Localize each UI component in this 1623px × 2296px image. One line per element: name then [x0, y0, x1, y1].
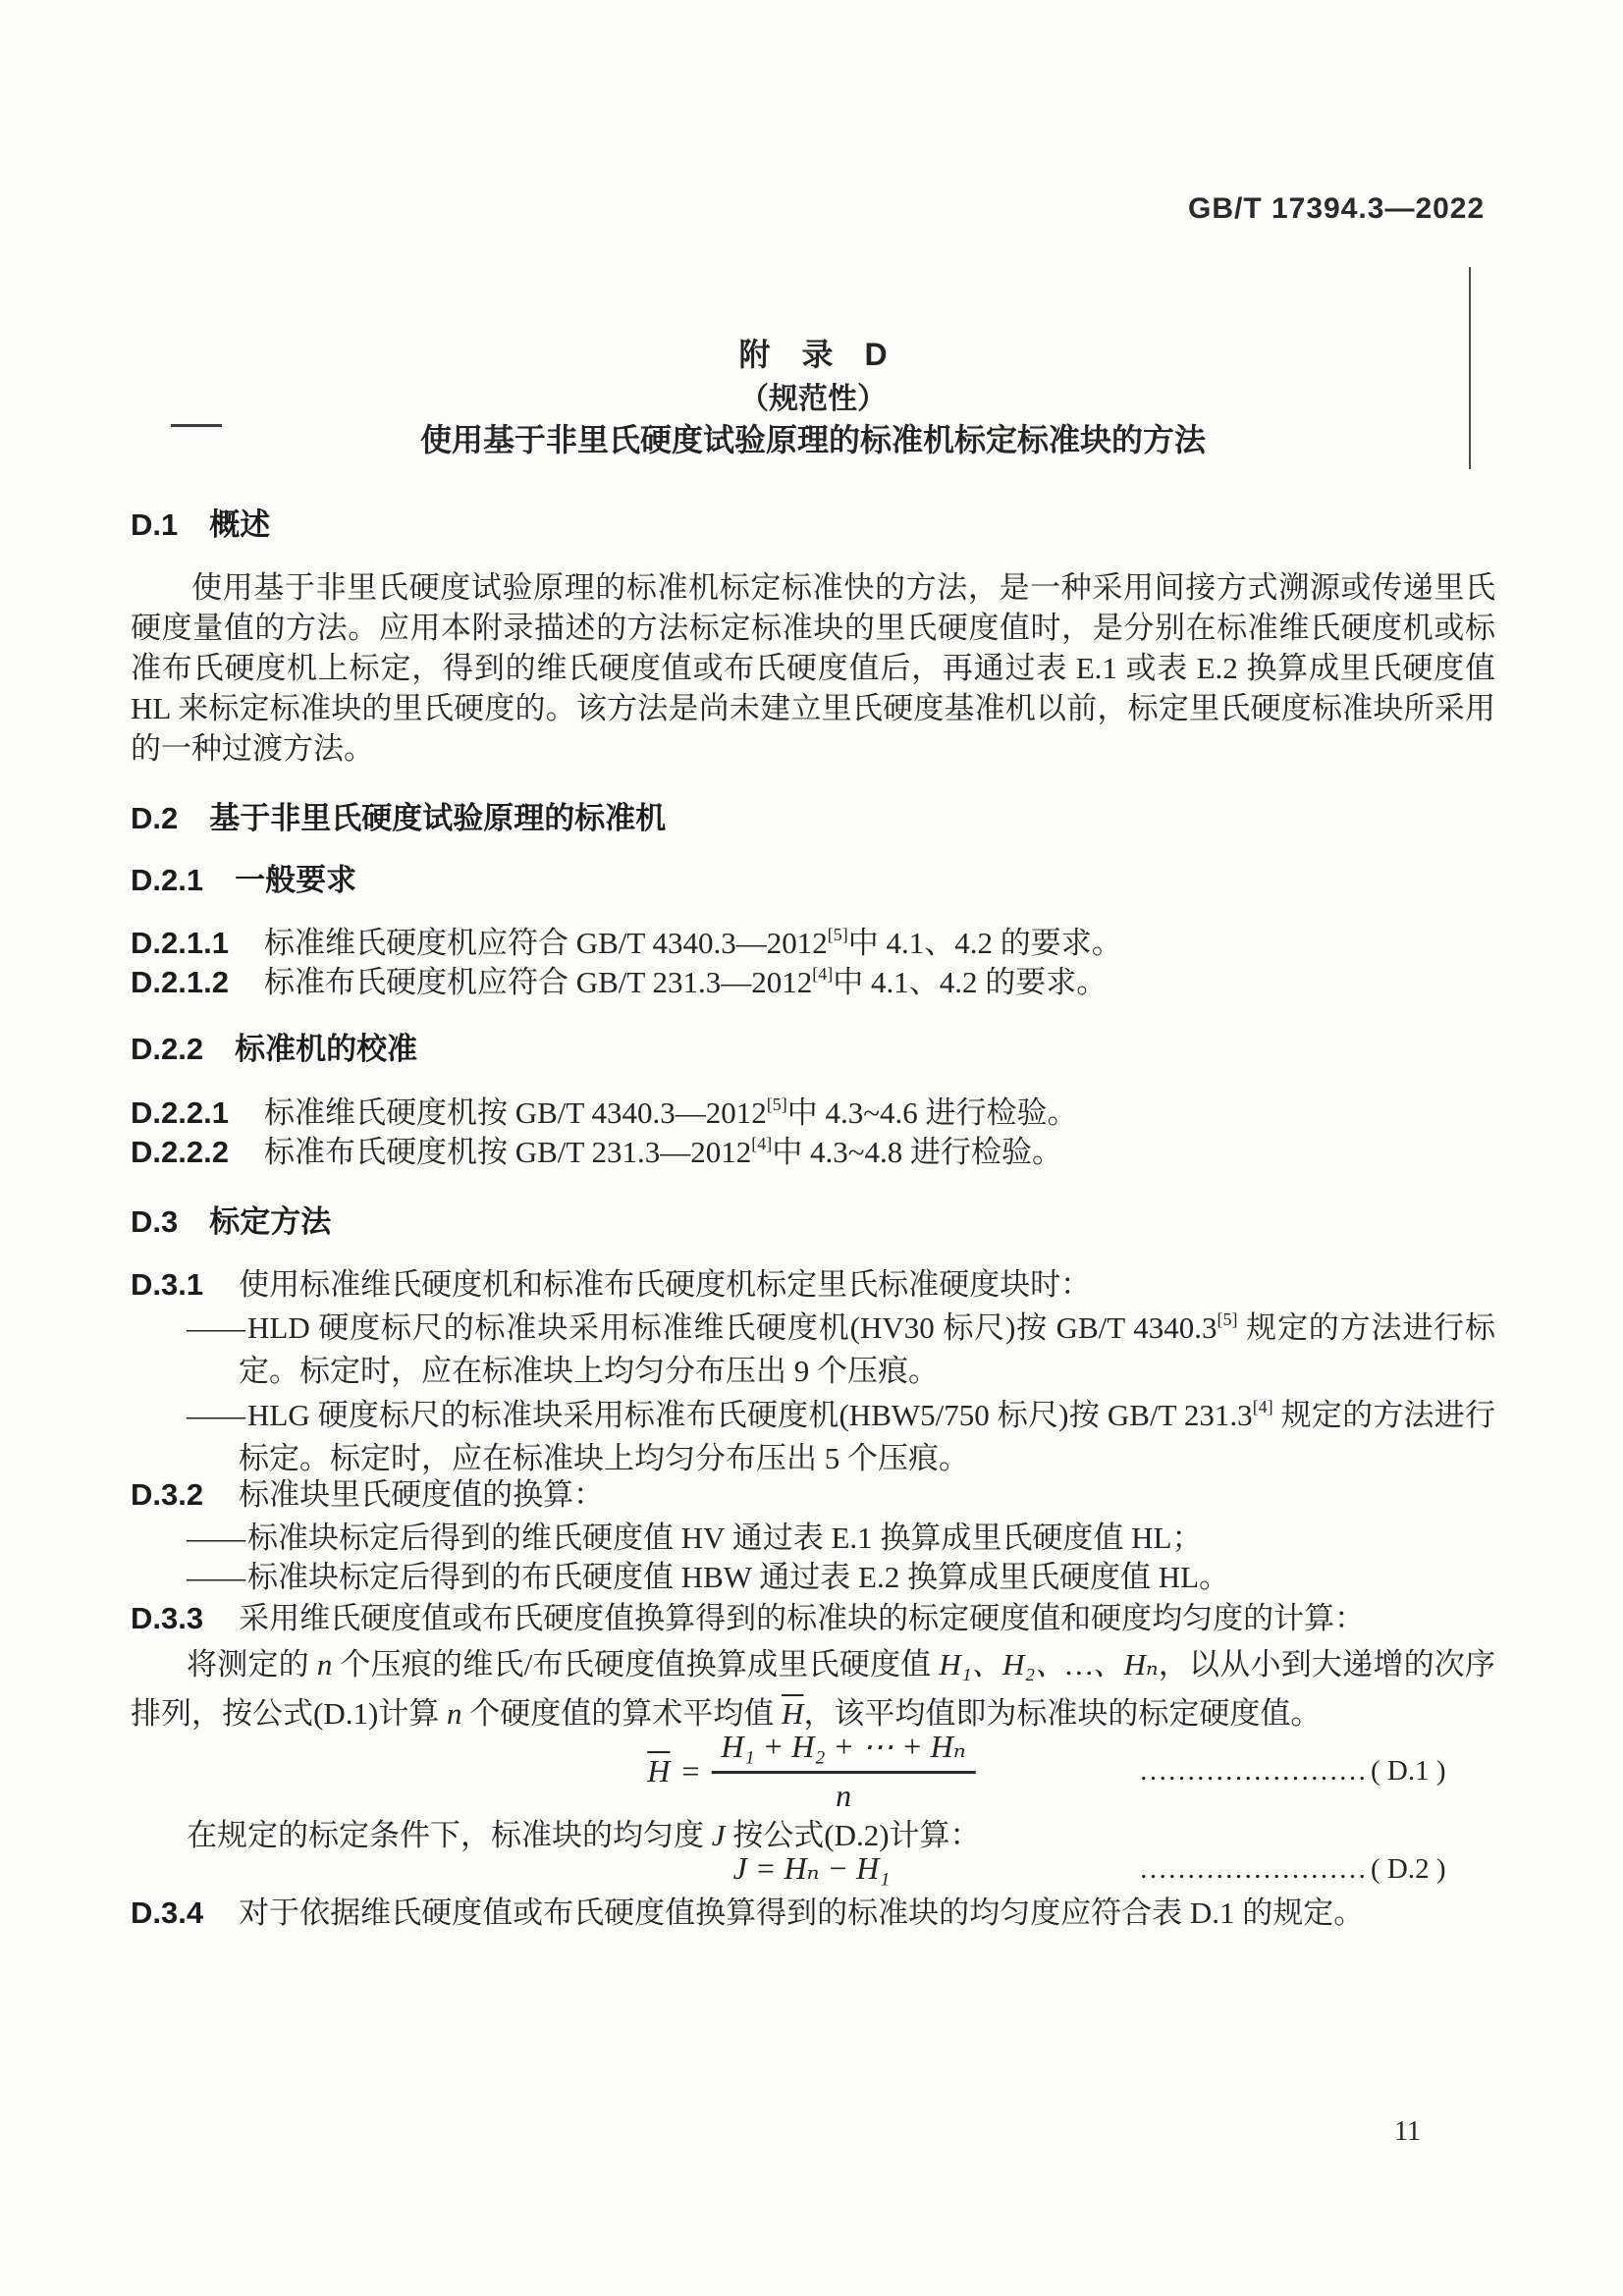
math-var-h-mean: $\overline{H}$ — [782, 1696, 804, 1731]
clause-text: 对于依据维氏硬度值或布氏硬度值换算得到的标准块的均匀度应符合表 D.1 的规定。 — [239, 1896, 1365, 1930]
citation-ref: [5] — [1217, 1309, 1238, 1329]
section-title: 基于非里氏硬度试验原理的标准机 — [209, 801, 667, 835]
section-heading-d2 — [131, 798, 1495, 838]
clause-text: 中 4.3~4.6 进行检验。 — [786, 1095, 1078, 1130]
formula-d2 — [733, 1849, 891, 1887]
list-item-text: 规定的方法进行标定。标定时，应在标准块上均匀分布压出 9 个压痕。 — [239, 1310, 1496, 1388]
section-number: D.2.2 — [131, 1032, 204, 1066]
clause-d34 — [131, 1893, 1495, 1933]
dash-marker: —— — [187, 1521, 243, 1555]
math-var-n: n — [447, 1696, 462, 1731]
formula-d2-leader — [1139, 1853, 1446, 1886]
section-heading-d22 — [131, 1029, 1495, 1069]
appendix-main-title: 使用基于非里氏硬度试验原理的标准机标定标准块的方法 — [419, 422, 1206, 457]
list-item-text: HLG 硬度标尺的标准块采用标准布氏硬度机(HBW5/750 标尺)按 GB/T 231.3 — [247, 1398, 1253, 1432]
paragraph-text: 在规定的标定条件下，标准块的均匀度 — [187, 1818, 712, 1852]
math-var-n: n — [316, 1647, 333, 1682]
formula-d1-leader — [1139, 1755, 1446, 1788]
list-item-text: 标准块标定后得到的布氏硬度值 HBW 通过表 E.2 换算成里氏硬度值 HL。 — [247, 1560, 1230, 1594]
section-heading-d3 — [131, 1201, 1495, 1242]
paragraph-text: 按公式(D.2)计算： — [725, 1818, 981, 1852]
dash-marker: —— — [187, 1560, 243, 1594]
equals-sign: = — [681, 1752, 700, 1789]
citation-ref: [4] — [812, 964, 834, 984]
clause-text: 标准布氏硬度机应符合 GB/T 231.3—2012 — [263, 965, 813, 999]
paragraph-text: ，以从小到大递增的次序排列，按公式(D.1)计算 — [131, 1647, 1496, 1731]
dash-marker: —— — [187, 1398, 243, 1432]
paragraph-d33-calculation — [131, 1640, 1495, 1738]
section-heading-d21 — [131, 860, 1495, 900]
math-var-h-mean: $\overline{H}$ — [647, 1752, 671, 1789]
list-item-hbw — [131, 1556, 1495, 1599]
clause-text: 使用标准维氏硬度机和标准布氏硬度机标定里氏标准硬度块时： — [239, 1267, 1092, 1302]
section-title: 标定方法 — [209, 1204, 332, 1239]
section-number: D.3 — [131, 1204, 179, 1239]
paragraph-text: 个硬度值的算术平均值 — [461, 1696, 783, 1731]
paragraph-text: 个压痕的维氏/布氏硬度值换算成里氏硬度值 — [332, 1647, 940, 1682]
citation-ref: [5] — [827, 925, 848, 944]
list-item-hld — [131, 1307, 1495, 1393]
clause-text: 中 4.3~4.8 进行检验。 — [772, 1135, 1063, 1169]
list-item-text: 标准块标定后得到的维氏硬度值 HV 通过表 E.1 换算成里氏硬度值 HL； — [247, 1521, 1203, 1555]
formula-number: ( D.2 ) — [1371, 1853, 1446, 1885]
clause-text: 标准维氏硬度机应符合 GB/T 4340.3—2012 — [263, 926, 828, 960]
citation-ref: [4] — [1252, 1397, 1273, 1416]
list-item-hv — [131, 1517, 1495, 1560]
formula-number: ( D.1 ) — [1371, 1755, 1446, 1787]
appendix-title: 附 录 D — [738, 337, 888, 372]
fraction — [711, 1728, 975, 1814]
fraction-numerator: H₁ + H₂ + ⋯ + Hₙ — [711, 1728, 975, 1774]
fraction-denominator: n — [836, 1778, 852, 1813]
list-item-text: 规定的方法进行标定。标定时，应在标准块上均匀分布压出 5 个压痕。 — [239, 1398, 1496, 1475]
section-heading-d1 — [131, 505, 1495, 545]
section-number: D.2 — [131, 801, 179, 835]
clause-text: 采用维氏硬度值或布氏硬度值换算得到的标准块的标定硬度值和硬度均匀度的计算： — [239, 1601, 1366, 1635]
citation-ref: [5] — [766, 1095, 787, 1114]
paragraph-text: 将测定的 — [187, 1647, 317, 1682]
clause-text: 标准布氏硬度机按 GB/T 231.3—2012 — [263, 1135, 752, 1169]
clause-d222 — [131, 1132, 1495, 1172]
clause-number: D.2.2.1 — [131, 1095, 229, 1130]
clause-number: D.2.1.1 — [131, 926, 229, 960]
math-var-j: J — [711, 1818, 726, 1852]
clause-number: D.3.1 — [131, 1267, 204, 1302]
appendix-normative-label: （规范性） — [739, 383, 887, 415]
paragraph-d1-overview: 使用基于非里氏硬度试验原理的标准机标定标准快的方法，是一种采用间接方式溯源或传递里氏硬度量值的方法。应用本附录描述的方法标定标准块的里氏硬度值时，是分别在标准维氏硬度机或标准布氏硬度机上标定，得到的维氏硬度值或布氏硬度值后，再通过表 E.1 或表 E.2 换算成里氏硬度值 HL 来标定标准块的里氏硬度的。该方法是尚未建立里氏硬度基准机以前，标定里氏硬度标准块所采用的一种过渡方法。 — [131, 570, 1495, 766]
section-number: D.1 — [131, 507, 179, 542]
clause-number: D.3.3 — [131, 1601, 204, 1635]
clause-number: D.3.4 — [131, 1896, 204, 1930]
clause-text: 中 4.1、4.2 的要求。 — [833, 965, 1108, 999]
formula-d1 — [647, 1728, 975, 1814]
clause-text: 标准维氏硬度机按 GB/T 4340.3—2012 — [263, 1095, 767, 1130]
dot-leader: …………………… — [1139, 1755, 1367, 1787]
standard-code: GB/T 17394.3—2022 — [1188, 192, 1486, 225]
clause-number: D.3.2 — [131, 1477, 204, 1512]
page-number: 11 — [1394, 2116, 1421, 2147]
list-item-hlg — [131, 1394, 1495, 1480]
list-item-text: HLD 硬度标尺的标准块采用标准维氏硬度机(HV30 标尺)按 GB/T 4340.3 — [247, 1310, 1217, 1345]
dot-leader: …………………… — [1139, 1853, 1367, 1885]
clause-d221 — [131, 1093, 1495, 1133]
section-title: 一般要求 — [235, 863, 357, 897]
paragraph-text: ，该平均值即为标准块的标定硬度值。 — [803, 1696, 1322, 1731]
clause-number: D.2.2.2 — [131, 1135, 229, 1169]
clause-d33 — [131, 1598, 1495, 1638]
section-number: D.2.1 — [131, 863, 204, 897]
clause-d32 — [131, 1474, 1495, 1515]
math-var-h-series: H₁、H₂、…、Hₙ — [939, 1647, 1159, 1682]
clause-d212 — [131, 962, 1495, 1002]
clause-d211 — [131, 923, 1495, 963]
clause-text: 中 4.1、4.2 的要求。 — [847, 926, 1122, 960]
section-title: 标准机的校准 — [235, 1032, 418, 1066]
dash-marker: —— — [187, 1310, 243, 1345]
clause-number: D.2.1.2 — [131, 965, 229, 999]
formula-d2-row — [0, 1849, 1623, 1891]
formula-d1-row — [0, 1728, 1623, 1812]
citation-ref: [4] — [751, 1134, 773, 1153]
formula-expression: J = Hₙ − H₁ — [732, 1850, 891, 1886]
section-title: 概述 — [209, 507, 271, 542]
clause-text: 标准块里氏硬度值的换算： — [239, 1477, 605, 1512]
clause-d31 — [131, 1264, 1495, 1305]
